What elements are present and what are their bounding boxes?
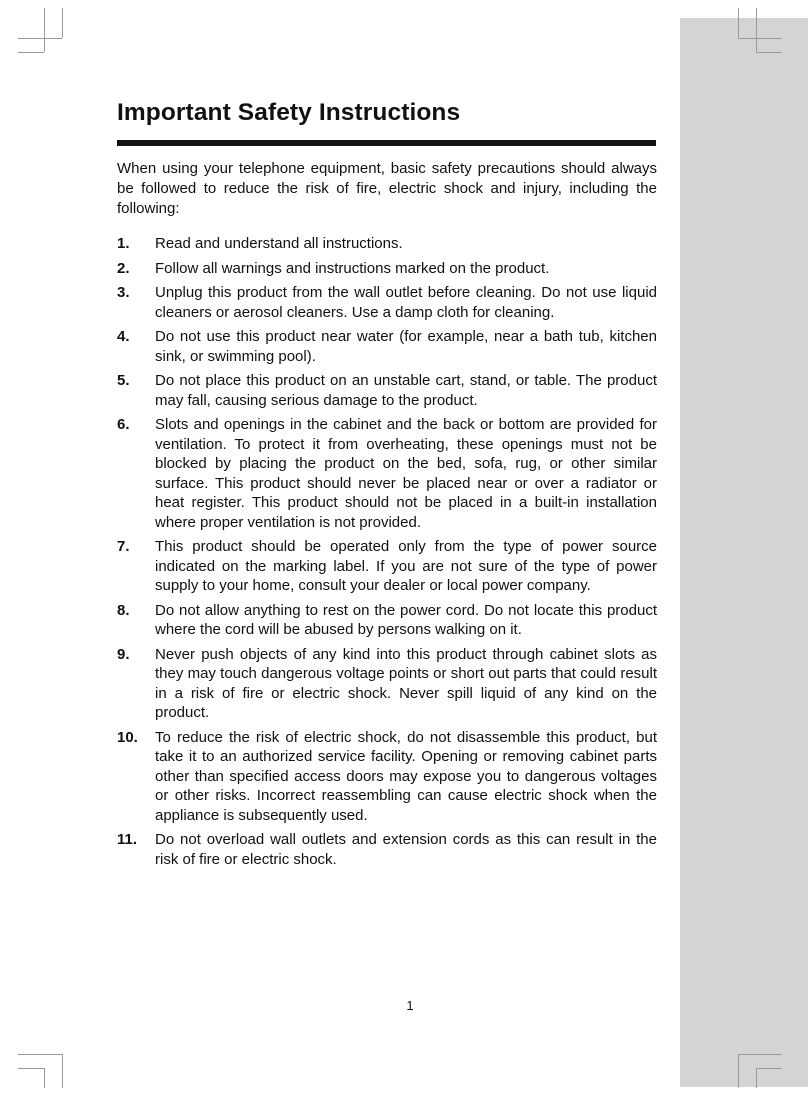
list-item <box>117 645 657 723</box>
list-item <box>117 259 657 279</box>
crop-mark <box>738 1054 739 1088</box>
crop-mark <box>44 8 45 38</box>
intro-paragraph: When using your telephone equipment, basic safety precautions should always be followed to reduce the risk of fire, electric shock and injury, including the following: <box>117 160 657 217</box>
item-number: 5. <box>117 372 130 389</box>
item-text: Unplug this product from the wall outlet before cleaning. Do not use liquid cleaners or aerosol cleaners. Use a damp cloth for cleaning. <box>155 284 657 321</box>
page-title: Important Safety Instructions <box>117 99 461 126</box>
item-number: 3. <box>117 284 130 301</box>
title-underline <box>117 140 656 146</box>
list-item <box>117 415 657 532</box>
item-number: 7. <box>117 538 130 555</box>
list-item <box>117 728 657 826</box>
crop-mark <box>18 1068 44 1069</box>
list-item <box>117 830 657 869</box>
crop-mark <box>738 38 782 39</box>
item-text: Read and understand all instructions. <box>155 235 403 252</box>
list-item <box>117 601 657 640</box>
list-item <box>117 371 657 410</box>
item-text: Do not use this product near water (for example, near a bath tub, kitchen sink, or swimming pool). <box>155 328 657 365</box>
item-number: 10. <box>117 728 138 746</box>
crop-mark <box>756 8 757 52</box>
item-number: 8. <box>117 601 130 619</box>
item-text: Never push objects of any kind into this product through cabinet slots as they may touch dangerous voltage points or short out parts that could result in a risk of fire or electric shock. Never spill liquid of any kind on the product. <box>155 645 657 721</box>
item-text: Follow all warnings and instructions marked on the product. <box>155 259 550 277</box>
crop-mark <box>18 38 62 39</box>
crop-mark <box>756 1068 782 1069</box>
crop-mark <box>44 1068 45 1088</box>
crop-mark <box>62 1054 63 1088</box>
list-item <box>117 234 657 254</box>
list-item <box>117 327 657 366</box>
document-body <box>117 96 657 874</box>
crop-mark <box>18 1054 62 1055</box>
list-item <box>117 283 657 322</box>
crop-mark <box>738 8 739 38</box>
item-number: 9. <box>117 645 130 663</box>
item-text: Do not overload wall outlets and extension cords as this can result in the risk of fire or electric shock. <box>155 831 657 868</box>
list-item <box>117 537 657 596</box>
page-number: 1 <box>406 998 414 1013</box>
item-number: 11. <box>117 831 138 848</box>
item-number: 4. <box>117 328 130 345</box>
crop-mark <box>738 1054 782 1055</box>
crop-mark <box>44 38 45 52</box>
item-text: To reduce the risk of electric shock, do not disassemble this product, but take it to an authorized service facility. Opening or removing cabinet parts other than specified access doors may expose you to dangerous voltages or other risks. Incorrect reassembling can cause electric shock when the appliance is subsequently used. <box>155 728 657 824</box>
instruction-list <box>117 234 657 869</box>
item-text: Do not allow anything to rest on the power cord. Do not locate this product where the cord will be abused by persons walking on it. <box>155 601 657 638</box>
item-number: 1. <box>117 235 130 252</box>
item-text: Slots and openings in the cabinet and the back or bottom are provided for ventilation. To protect it from overheating, these openings must not be blocked by placing the product on the bed, sofa, rug, or other similar surface. This product should never be placed near or over a radiator or heat register. This product should not be placed in a built-in installation where proper ventilation is not provided. <box>155 416 657 531</box>
item-number: 6. <box>117 416 130 433</box>
side-margin-panel <box>680 18 808 1087</box>
item-text: This product should be operated only from the type of power source indicated on the marking label. If you are not sure of the type of power supply to your home, consult your dealer or local power company. <box>155 538 657 594</box>
crop-mark <box>62 8 63 38</box>
item-text: Do not place this product on an unstable cart, stand, or table. The product may fall, causing serious damage to the product. <box>155 372 657 409</box>
crop-mark <box>756 1068 757 1088</box>
crop-mark <box>756 52 782 53</box>
crop-mark <box>18 52 44 53</box>
item-number: 2. <box>117 259 130 277</box>
